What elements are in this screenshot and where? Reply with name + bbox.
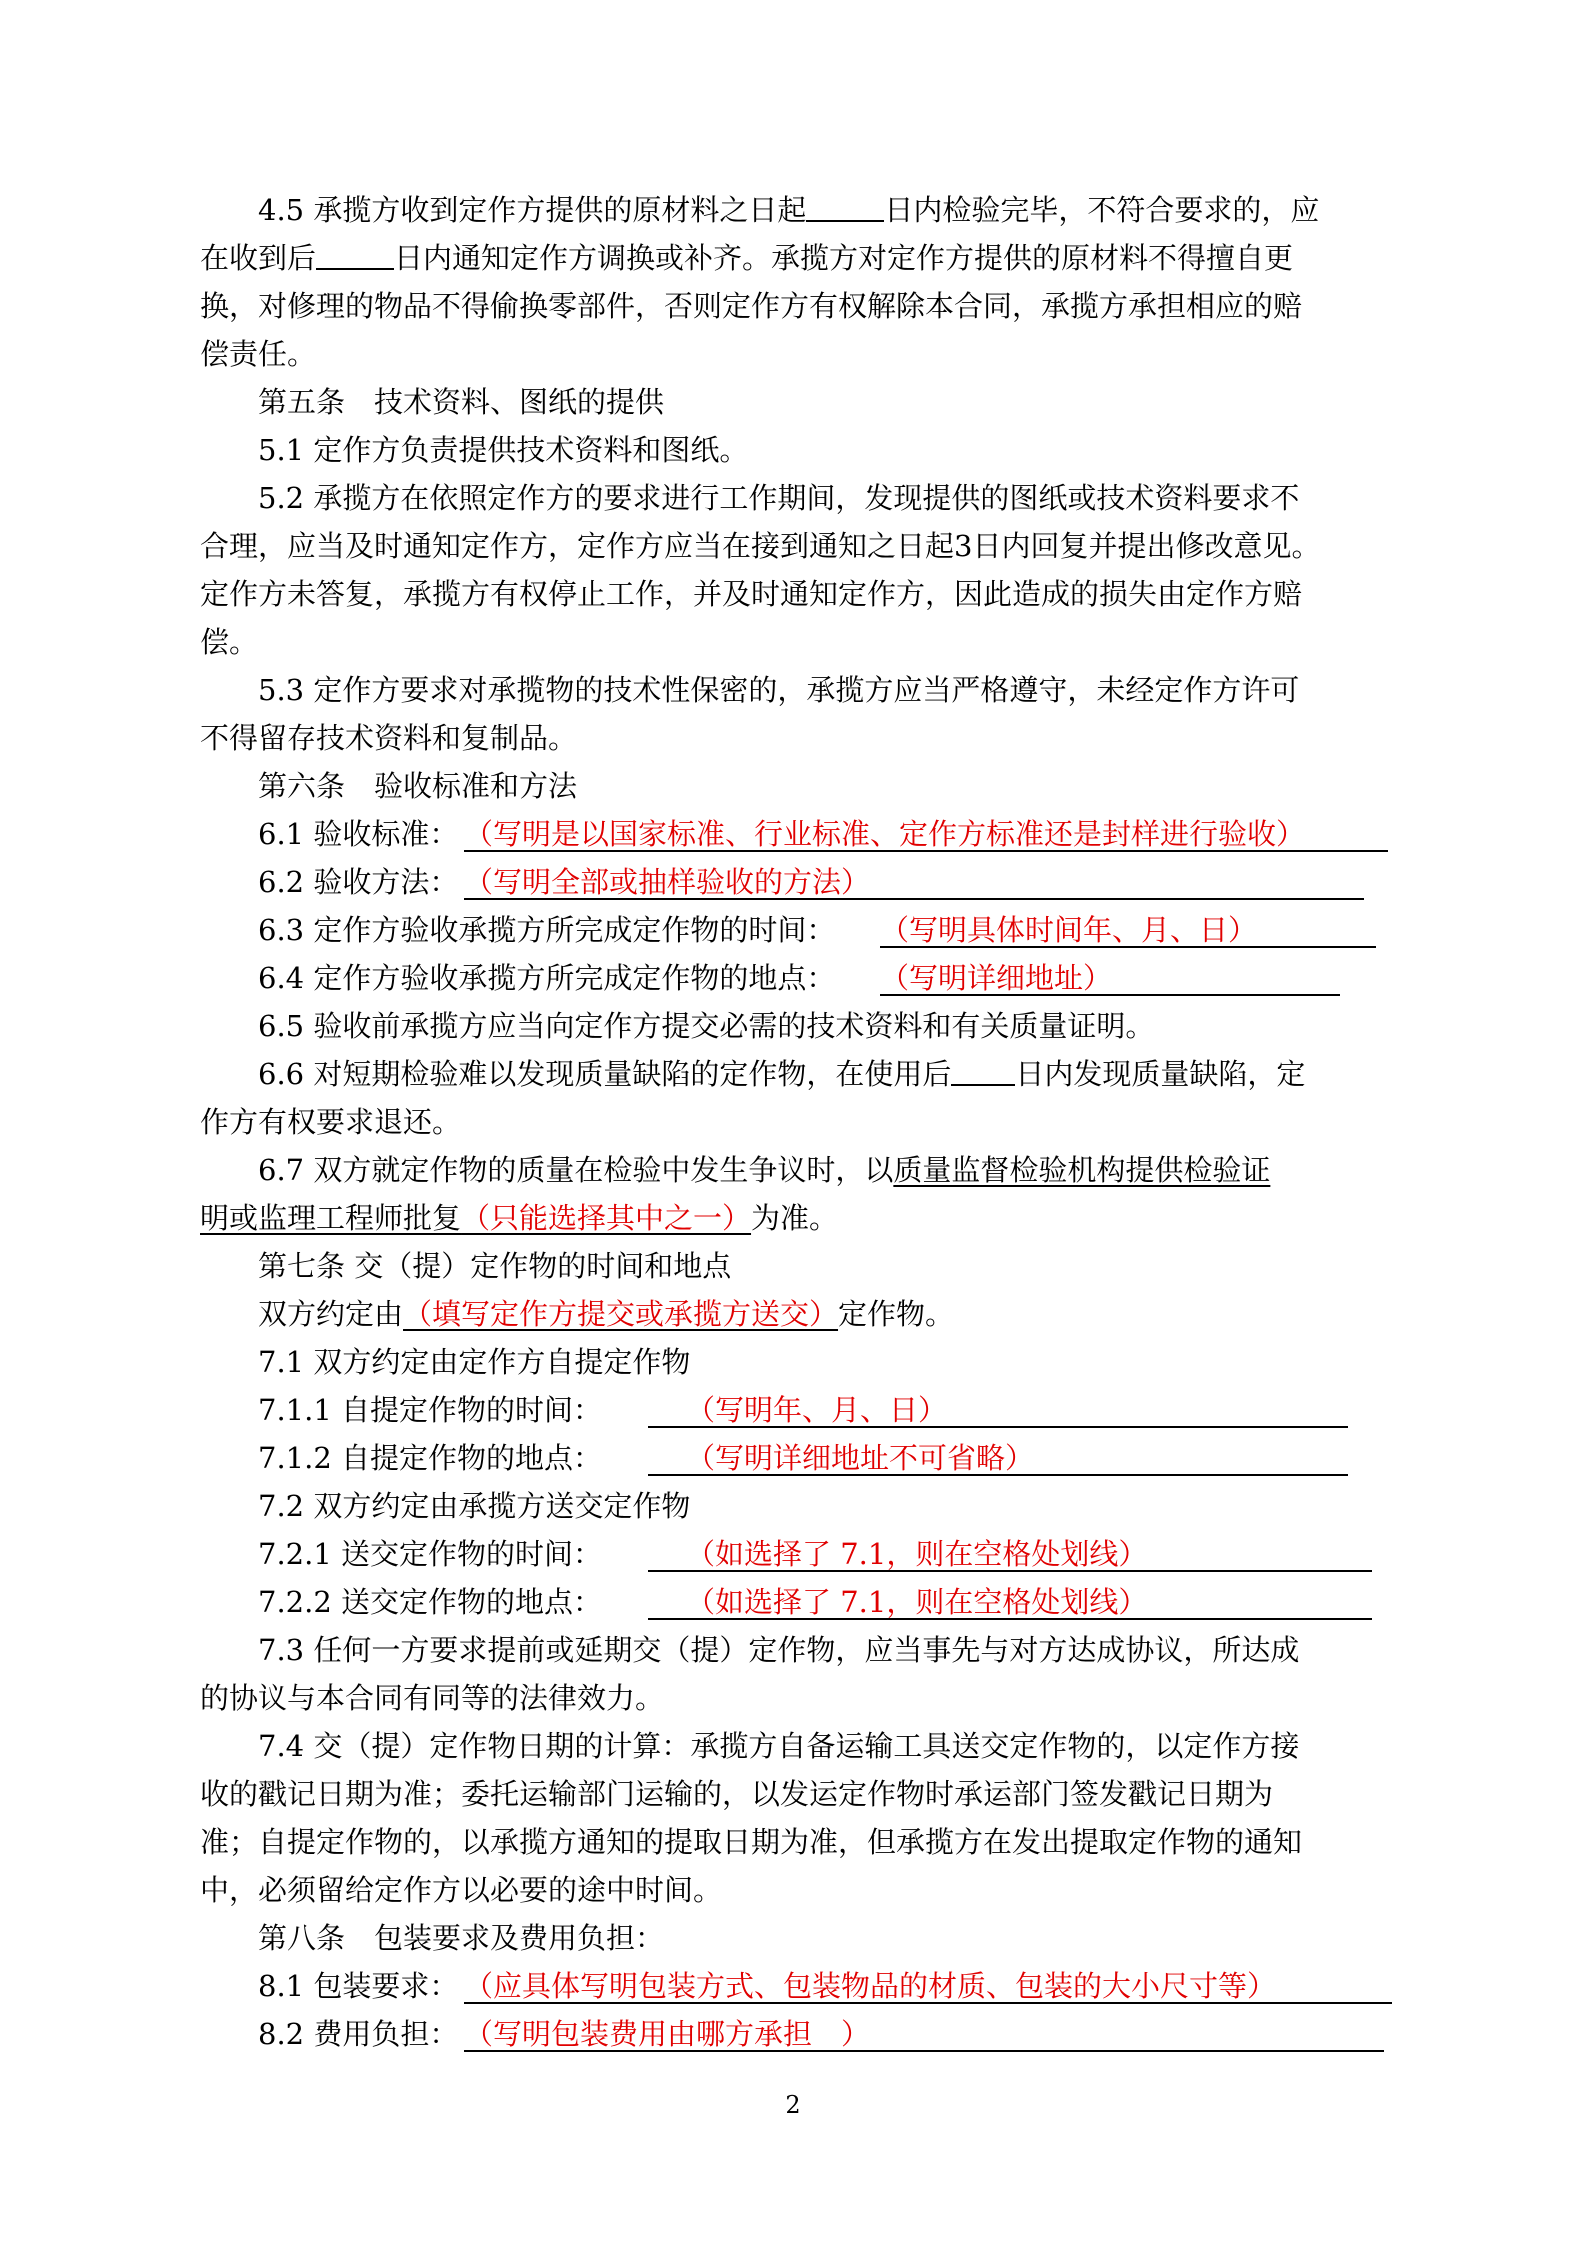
clause-7-3-line-2: 的协议与本合同有同等的法律效力。 bbox=[200, 1681, 665, 1715]
hint-text: （写明年、月、日） bbox=[686, 1393, 948, 1427]
clause-6-7-line-1 bbox=[258, 1152, 1270, 1188]
acceptance-location-field[interactable] bbox=[880, 960, 1340, 996]
clause-5-2-line-4: 偿。 bbox=[200, 625, 259, 659]
acceptance-method-field[interactable] bbox=[464, 864, 1364, 900]
delivery-location-field[interactable] bbox=[648, 1584, 1372, 1620]
clause-5-3-line-1: 5.3 定作方要求对承揽物的技术性保密的，承揽方应当严格遵守，未经定作方许可 bbox=[258, 673, 1300, 707]
clause-7-1-1-label: 7.1.1 自提定作物的时间： bbox=[258, 1393, 603, 1427]
clause-6-7-line-2 bbox=[200, 1200, 838, 1236]
underlined-text: 明或监理工程师批复 bbox=[200, 1201, 462, 1235]
clause-5-2-line-3: 定作方未答复，承揽方有权停止工作，并及时通知定作方，因此造成的损失由定作方赔 bbox=[200, 577, 1303, 611]
clause-4-5-line-3: 换，对修理的物品不得偷换零部件，否则定作方有权解除本合同，承揽方承担相应的赔 bbox=[200, 289, 1303, 323]
hint-text: （只能选择其中之一） bbox=[461, 1201, 752, 1235]
text: 日内通知定作方调换或补齐。承揽方对定作方提供的原材料不得擅自更 bbox=[394, 241, 1294, 275]
packaging-requirements-field[interactable] bbox=[464, 1968, 1392, 2004]
clause-6-1-label: 6.1 验收标准： bbox=[258, 817, 459, 851]
clause-7-4-line-3: 准；自提定作物的，以承揽方通知的提取日期为准，但承揽方在发出提取定作物的通知 bbox=[200, 1825, 1303, 1859]
text: 日内发现质量缺陷，定 bbox=[1015, 1057, 1306, 1091]
clause-7-4-line-1: 7.4 交（提）定作物日期的计算：承揽方自备运输工具送交定作物的，以定作方接 bbox=[258, 1729, 1300, 1763]
clause-7-title: 第七条 交（提）定作物的时间和地点 bbox=[258, 1249, 732, 1283]
clause-7-2-1-label: 7.2.1 送交定作物的时间： bbox=[258, 1537, 603, 1571]
clause-5-title: 第五条 技术资料、图纸的提供 bbox=[258, 385, 665, 419]
pickup-location-field[interactable] bbox=[648, 1440, 1348, 1476]
clause-8-title: 第八条 包装要求及费用负担： bbox=[258, 1921, 665, 1955]
clause-7-4-line-2: 收的戳记日期为准；委托运输部门运输的，以发运定作物时承运部门签发戳记日期为 bbox=[200, 1777, 1274, 1811]
hint-text: （写明是以国家标准、行业标准、定作方标准还是封样进行验收） bbox=[464, 817, 1306, 851]
text: 在收到后 bbox=[200, 241, 317, 275]
hint-text: （写明包装费用由哪方承担 ） bbox=[464, 2017, 871, 2051]
blank-days-notify[interactable] bbox=[316, 240, 394, 270]
clause-7-2-2-label: 7.2.2 送交定作物的地点： bbox=[258, 1585, 603, 1619]
acceptance-time-field[interactable] bbox=[880, 912, 1376, 948]
text: 日内检验完毕，不符合要求的，应 bbox=[884, 193, 1320, 227]
delivery-method-field[interactable]: （填写定作方提交或承揽方送交） bbox=[403, 1297, 839, 1331]
pickup-time-field[interactable] bbox=[648, 1392, 1348, 1428]
clause-6-6-line-1 bbox=[258, 1056, 1305, 1092]
clause-5-1: 5.1 定作方负责提供技术资料和图纸。 bbox=[258, 433, 749, 467]
clause-4-5-line-2 bbox=[200, 240, 1293, 276]
clause-6-4-label: 6.4 定作方验收承揽方所完成定作物的地点： bbox=[258, 961, 836, 995]
hint-text: （如选择了 7.1，则在空格处划线） bbox=[686, 1585, 1148, 1619]
text: 定作物。 bbox=[838, 1297, 955, 1331]
text: 6.6 对短期检验难以发现质量缺陷的定作物，在使用后 bbox=[258, 1057, 952, 1091]
underlined-text: 质量监督检验机构提供检验证 bbox=[893, 1153, 1271, 1187]
hint-text: （应具体写明包装方式、包装物品的材质、包装的大小尺寸等） bbox=[464, 1969, 1277, 2003]
clause-7-4-line-4: 中，必须留给定作方以必要的途中时间。 bbox=[200, 1873, 723, 1907]
clause-5-2-line-2: 合理，应当及时通知定作方，定作方应当在接到通知之日起3日内回复并提出修改意见。 bbox=[200, 529, 1321, 563]
hint-text: （写明全部或抽样验收的方法） bbox=[464, 865, 871, 899]
hint-text: （写明具体时间年、月、日） bbox=[880, 913, 1258, 947]
text: 6.7 双方就定作物的质量在检验中发生争议时，以 bbox=[258, 1153, 894, 1187]
clause-8-1-label: 8.1 包装要求： bbox=[258, 1969, 459, 2003]
clause-6-2-label: 6.2 验收方法： bbox=[258, 865, 459, 899]
text: 双方约定由 bbox=[258, 1297, 404, 1331]
clause-6-3-label: 6.3 定作方验收承揽方所完成定作物的时间： bbox=[258, 913, 836, 947]
blank-days-defect[interactable] bbox=[951, 1056, 1015, 1086]
hint-text: （写明详细地址） bbox=[880, 961, 1113, 995]
clause-7-agreement bbox=[258, 1296, 954, 1332]
clause-4-5-line-4: 偿责任。 bbox=[200, 337, 317, 371]
clause-7-3-line-1: 7.3 任何一方要求提前或延期交（提）定作物，应当事先与对方达成协议，所达成 bbox=[258, 1633, 1300, 1667]
clause-6-5: 6.5 验收前承揽方应当向定作方提交必需的技术资料和有关质量证明。 bbox=[258, 1009, 1155, 1043]
delivery-time-field[interactable] bbox=[648, 1536, 1372, 1572]
text: 为准。 bbox=[751, 1201, 839, 1235]
acceptance-standard-field[interactable] bbox=[464, 816, 1388, 852]
clause-8-2-label: 8.2 费用负担： bbox=[258, 2017, 459, 2051]
blank-days-inspection[interactable] bbox=[806, 192, 884, 222]
packaging-cost-field[interactable] bbox=[464, 2016, 1384, 2052]
clause-4-5-line-1 bbox=[258, 192, 1319, 228]
page-number: 2 bbox=[785, 2091, 801, 2119]
clause-6-title: 第六条 验收标准和方法 bbox=[258, 769, 578, 803]
clause-6-6-line-2: 作方有权要求退还。 bbox=[200, 1105, 462, 1139]
clause-7-1: 7.1 双方约定由定作方自提定作物 bbox=[258, 1345, 691, 1379]
clause-5-2-line-1: 5.2 承揽方在依照定作方的要求进行工作期间，发现提供的图纸或技术资料要求不 bbox=[258, 481, 1300, 515]
text: 4.5 承揽方收到定作方提供的原材料之日起 bbox=[258, 193, 807, 227]
clause-5-3-line-2: 不得留存技术资料和复制品。 bbox=[200, 721, 578, 755]
hint-text: （写明详细地址不可省略） bbox=[686, 1441, 1035, 1475]
clause-7-1-2-label: 7.1.2 自提定作物的地点： bbox=[258, 1441, 603, 1475]
hint-text: （如选择了 7.1，则在空格处划线） bbox=[686, 1537, 1148, 1571]
clause-7-2: 7.2 双方约定由承揽方送交定作物 bbox=[258, 1489, 691, 1523]
